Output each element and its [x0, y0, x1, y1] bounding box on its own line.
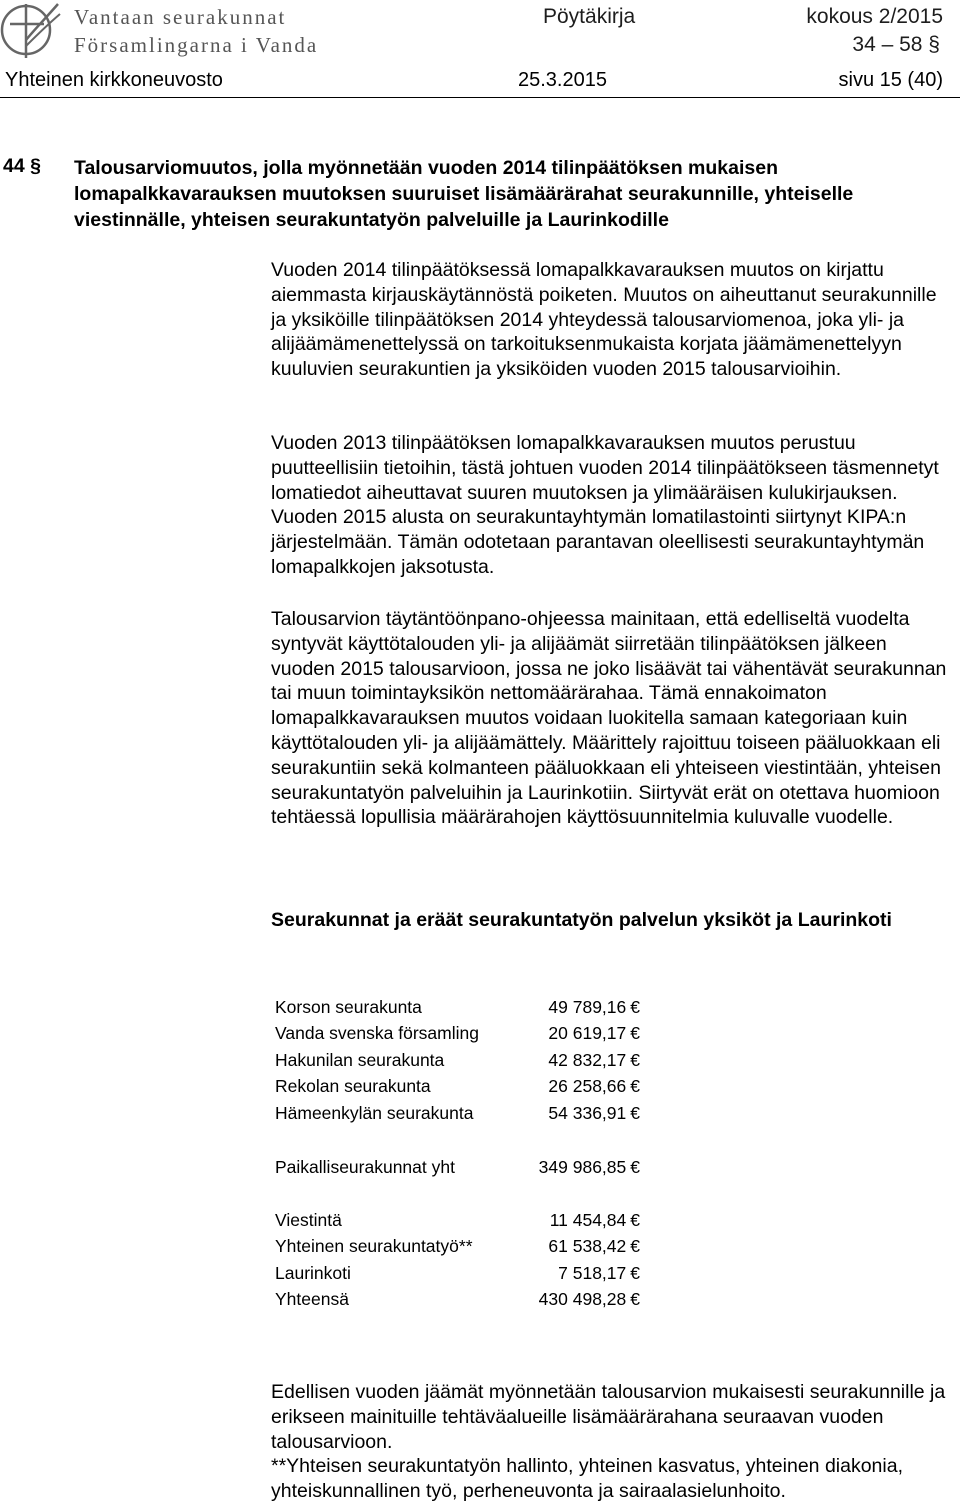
row-name: Hämeenkylän seurakunta: [275, 1102, 474, 1123]
paragraph: Vuoden 2014 tilinpäätöksessä lomapalkkavarauksen muutos on kirjattu aiemmasta kirjauskäytännöstä poiketen. Muutos on aiheuttanut seurakunnille ja yksiköille tilinpäätöksen 2014 yhteydessä talousarviomenoa, joka yli- ja alijäämämenettelyssä on tarkoituksenmukaista korjata jäämämenettelyyn kuuluvien seurakuntien ja yksiköiden vuoden 2015 talousarvioihin.: [271, 259, 937, 381]
closing-paragraph: Edellisen vuoden jäämät myönnetään talousarvion mukaisesti seurakunnille ja erikseen mainituille tehtäväalueille lisämäärärahana seuraavan vuoden talousarvioon.: [271, 1381, 946, 1453]
total-row: [275, 1287, 640, 1314]
meeting-number: kokous 2/2015: [806, 5, 943, 28]
euro-sign: €: [630, 1023, 640, 1044]
row-name: Laurinkoti: [275, 1262, 351, 1283]
item-number: 44 §: [3, 155, 41, 177]
euro-sign: €: [630, 1289, 640, 1310]
row-name: Yhteinen seurakuntatyö**: [275, 1236, 473, 1257]
table-row: [275, 1047, 640, 1074]
church-cross-logo-icon: [0, 0, 62, 62]
euro-sign: €: [630, 1102, 640, 1123]
row-name: Vanda svenska församling: [275, 1023, 479, 1044]
row-name: Korson seurakunta: [275, 996, 422, 1017]
table-row: [275, 1234, 640, 1261]
table-row: [275, 994, 640, 1021]
document-type: Pöytäkirja: [543, 5, 636, 28]
euro-sign: €: [630, 1209, 640, 1230]
row-name: Yhteensä: [275, 1289, 349, 1310]
section-range: 34 – 58 §: [852, 33, 940, 56]
committee-name: Yhteinen kirkkoneuvosto: [5, 69, 223, 91]
euro-sign: €: [630, 1076, 640, 1097]
table-row: [275, 1021, 640, 1048]
parish-amounts-table: [275, 994, 640, 1127]
row-amount: 49 789,16 €: [548, 996, 640, 1017]
row-amount: 61 538,42 €: [548, 1236, 640, 1257]
subtotal-row: [275, 1154, 640, 1181]
row-amount: 54 336,91 €: [548, 1102, 640, 1123]
page-number: sivu 15 (40): [838, 69, 943, 91]
footnote: **Yhteisen seurakuntatyön hallinto, yhteinen kasvatus, yhteinen diakonia, yhteiskunnallinen työ, perheneuvonta ja sairaalasielunhoito.: [271, 1455, 903, 1503]
row-amount: 7 518,17 €: [558, 1262, 640, 1283]
item-title: Talousarviomuutos, jolla myönnetään vuoden 2014 tilinpäätöksen mukaisen lomapalkkavarauksen muutoksen suuruiset lisämäärärahat seurakunnille, yhteiselle viestinnälle, yhteisen seurakuntatyön palveluille ja Laurinkodille: [74, 157, 854, 231]
organization-name-swedish: Församlingarna i Vanda: [74, 33, 319, 57]
header-divider: [0, 97, 960, 98]
euro-sign: €: [630, 996, 640, 1017]
subtotal-table: [275, 1154, 640, 1181]
row-amount: 20 619,17 €: [548, 1023, 640, 1044]
row-amount: 26 258,66 €: [548, 1076, 640, 1097]
table-row: [275, 1207, 640, 1234]
row-name: Rekolan seurakunta: [275, 1076, 431, 1097]
paragraph: Vuoden 2013 tilinpäätöksen lomapalkkavarauksen muutos perustuu puutteellisiin tietoihin, tästä johtuen vuoden 2014 tilinpäätökseen täsmennetyt lomatiedot aiheuttavat suuren muutoksen ja ylimääräisen kulukirjauksen. Vuoden 2015 alusta on seurakuntayhtymän lomatilastointi siirtynyt KIPA:n järjestelmään. Tämän odotetaan parantavan oleellisesti seurakuntayhtymän lomapalkkojen jaksotusta.: [271, 432, 939, 578]
row-name: Hakunilan seurakunta: [275, 1049, 445, 1070]
row-amount: 11 454,84 €: [549, 1209, 640, 1230]
table-row: [275, 1074, 640, 1101]
other-units-table: [275, 1207, 640, 1313]
euro-sign: €: [630, 1236, 640, 1257]
table-row: [275, 1260, 640, 1287]
euro-sign: €: [630, 1262, 640, 1283]
closing-section: [271, 1380, 956, 1504]
row-amount: 42 832,17 €: [548, 1049, 640, 1070]
paragraph: Talousarvion täytäntöönpano-ohjeessa mainitaan, että edelliseltä vuodelta syntyvät käyttötalouden yli- ja alijäämät siirretään tilinpäätöksen jälkeen vuoden 2015 talousarvioon, jossa ne joko lisäävät tai vähentävät seurakunnan tai muun toimintayksikön nettomäärärahaa. Tämä ennakoimaton lomapalkkavarauksen muutos voidaan luokitella samaan kategoriaan kuin käyttötalouden yli- ja alijäämättely. Määrittely rajoittuu toiseen pääluokkaan eli seurakuntiin sekä kolmanteen pääluokkaan eli yhteiseen viestintään, yhteisen seurakuntatyön palveluihin ja Laurinkotiin. Siirtyvät erät on otettava huomioon tehtäessä lopullisia määrärahojen käyttösuunnitelmia kuluvalle vuodelle.: [271, 608, 947, 829]
euro-sign: €: [630, 1049, 640, 1070]
row-amount: 430 498,28 €: [538, 1289, 640, 1310]
euro-sign: €: [630, 1156, 640, 1177]
table-heading: Seurakunnat ja eräät seurakuntatyön palvelun yksiköt ja Laurinkoti: [271, 909, 892, 931]
meeting-date: 25.3.2015: [518, 69, 607, 91]
row-name: Paikalliseurakunnat yht: [275, 1156, 455, 1177]
row-name: Viestintä: [275, 1209, 342, 1230]
row-amount: 349 986,85 €: [538, 1156, 640, 1177]
table-row: [275, 1100, 640, 1127]
organization-name: Vantaan seurakunnat: [74, 5, 287, 29]
